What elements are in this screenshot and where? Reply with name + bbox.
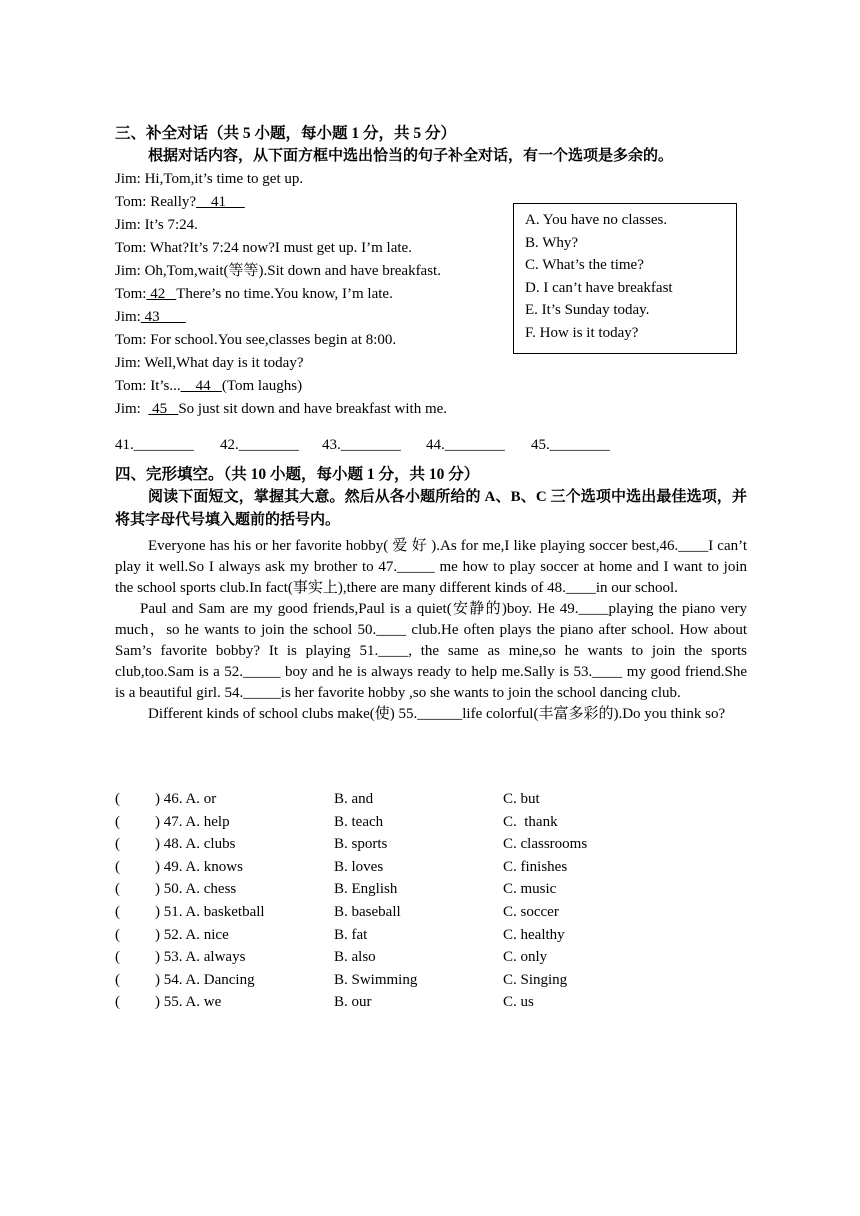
answer-paren: (	[115, 813, 120, 830]
option-b: B. our	[334, 994, 372, 1011]
dialog-text: Tom: For school.You see,classes begin at 8:00.	[115, 332, 397, 348]
option-a: ) 52. A. nice	[155, 926, 229, 943]
answer-paren: (	[115, 994, 120, 1011]
answer-blank: 43.________	[322, 437, 401, 453]
option-a: ) 48. A. clubs	[155, 836, 236, 853]
dialog-text: Tom: It’s...	[115, 378, 181, 394]
dialog-line	[115, 398, 747, 421]
section4	[115, 463, 747, 725]
option-item: A. You have no classes.	[525, 212, 668, 228]
option-a: ) 49. A. knows	[155, 858, 243, 875]
dialog-blank: 43	[140, 309, 186, 325]
section3-instruction: 根据对话内容，从下面方框中选出恰当的句子补全对话，有一个选项是多余的。	[148, 148, 674, 164]
cloze-paragraph-1: Everyone has his or her favorite hobby( 爱 好 ).As for me,I like playing soccer best,46.____I can’t play it well.So I always ask my brother to 47._____ me how to play soccer at home and I want to join the school sports club.In fact(事实上),there are many different kinds of 48.____in our school.	[115, 538, 747, 596]
option-c: C. but	[503, 791, 540, 807]
question-row	[115, 881, 747, 904]
question-row	[115, 791, 747, 814]
option-c: C. us	[503, 994, 534, 1011]
option-b: B. sports	[334, 836, 388, 853]
option-b: B. teach	[334, 813, 384, 830]
cloze-paragraph-3: Different kinds of school clubs make(使) 55.______life colorful(丰富多彩的).Do you think so?	[148, 706, 726, 722]
section4-heading: 四、完形填空。（共 10 小题，每小题 1 分，共 10 分）	[115, 466, 480, 483]
option-b: B. and	[334, 791, 374, 807]
dialog-text: Jim:	[115, 309, 141, 325]
section4-instruction: 阅读下面短文，掌握其大意。然后从各小题所给的 A、B、C 三个选项中选出最佳选项，并将其字母代号填入题前的括号内。	[115, 489, 747, 528]
dialog-text: Jim: It’s 7:24.	[115, 217, 198, 233]
answer-blank: 44.________	[426, 437, 505, 453]
answer-paren: (	[115, 836, 120, 853]
exam-page	[115, 122, 747, 1011]
dialog-text: Tom: Really?	[115, 194, 197, 210]
option-b: B. English	[334, 881, 398, 898]
answer-paren: (	[115, 858, 120, 875]
option-c: C. classrooms	[503, 836, 588, 853]
cloze-options	[115, 791, 747, 1017]
option-a: ) 50. A. chess	[155, 881, 237, 898]
option-item: C. What’s the time?	[525, 257, 644, 274]
dialog-text: There’s no time.You know, I’m late.	[176, 286, 393, 302]
answer-blank: 41.________	[115, 437, 194, 453]
answer-blank: 42.________	[220, 437, 299, 453]
dialog-text: Jim: Hi,Tom,it’s time to get up.	[115, 171, 304, 187]
option-c: C. healthy	[503, 926, 565, 943]
dialog-text: Tom: What?It’s 7:24 now?I must get up. I’m late.	[115, 240, 412, 256]
option-c: C. Singing	[503, 971, 568, 988]
section3-heading: 三、补全对话（共 5 小题，每小题 1 分，共 5 分）	[115, 125, 457, 142]
dialog-line	[115, 168, 747, 191]
option-c: C. thank	[503, 813, 558, 830]
option-item: F. How is it today?	[525, 324, 639, 341]
dialog-blank: 45	[148, 401, 179, 417]
question-row	[115, 994, 747, 1017]
question-row	[115, 859, 747, 882]
question-row	[115, 927, 747, 950]
answer-paren: (	[115, 926, 120, 943]
option-c: C. finishes	[503, 858, 568, 875]
answer-paren: (	[115, 903, 120, 920]
question-row	[115, 814, 747, 837]
dialog-blank: 44	[180, 378, 222, 394]
option-b: B. loves	[334, 858, 384, 875]
question-row	[115, 836, 747, 859]
answer-paren: (	[115, 949, 120, 966]
option-item: E. It’s Sunday today.	[525, 302, 650, 319]
option-item: B. Why?	[525, 234, 579, 251]
option-c: C. only	[503, 949, 548, 966]
option-a: ) 53. A. always	[155, 949, 246, 966]
dialog-text: Tom:	[115, 286, 147, 302]
question-row	[115, 949, 747, 972]
dialog-line	[115, 352, 747, 375]
option-a: ) 55. A. we	[155, 994, 222, 1011]
option-c: C. music	[503, 881, 557, 898]
answer-blank: 45.________	[531, 437, 610, 453]
answer-paren: (	[115, 881, 120, 898]
cloze-paragraph-2: Paul and Sam are my good friends,Paul is a quiet(安静的)boy. He 49.____playing the piano very much，so he wants to join the school 50.____ club.He often plays the piano after school. How about Sam’s favorite bobby? It is playing 51.____, the same as mine,so he wants to join the sports club,too.Sam is a 52._____ boy and he is always ready to help me.Sally is 53.____ my good friend.She is a beautiful girl. 54._____is her favorite hobby ,so she wants to join the school dancing club.	[115, 601, 747, 701]
option-a: ) 47. A. help	[155, 813, 230, 830]
option-item: D. I can’t have breakfast	[525, 279, 673, 296]
question-row	[115, 972, 747, 995]
dialog-text: So just sit down and have breakfast with me.	[178, 401, 448, 417]
dialog-text: (Tom laughs)	[221, 378, 303, 394]
option-a: ) 54. A. Dancing	[155, 971, 255, 988]
dialog-text: Jim: Well,What day is it today?	[115, 355, 304, 371]
answer-paren: (	[115, 971, 120, 988]
dialog-text: Jim: Oh,Tom,wait(等等).Sit down and have breakfast.	[115, 263, 441, 279]
option-b: B. also	[334, 949, 376, 966]
option-b: B. fat	[334, 926, 368, 943]
dialog-text: Jim:	[115, 401, 149, 417]
answer-paren: (	[115, 791, 120, 807]
question-row	[115, 904, 747, 927]
option-b: B. Swimming	[334, 971, 418, 988]
option-b: B. baseball	[334, 903, 401, 920]
option-a: ) 51. A. basketball	[155, 903, 265, 920]
option-c: C. soccer	[503, 903, 559, 920]
option-a: ) 46. A. or	[155, 791, 217, 807]
dialog-blank: 42	[146, 286, 177, 302]
dialog-line	[115, 375, 747, 398]
options-box	[513, 203, 737, 354]
dialog-blank: 41	[196, 194, 245, 210]
